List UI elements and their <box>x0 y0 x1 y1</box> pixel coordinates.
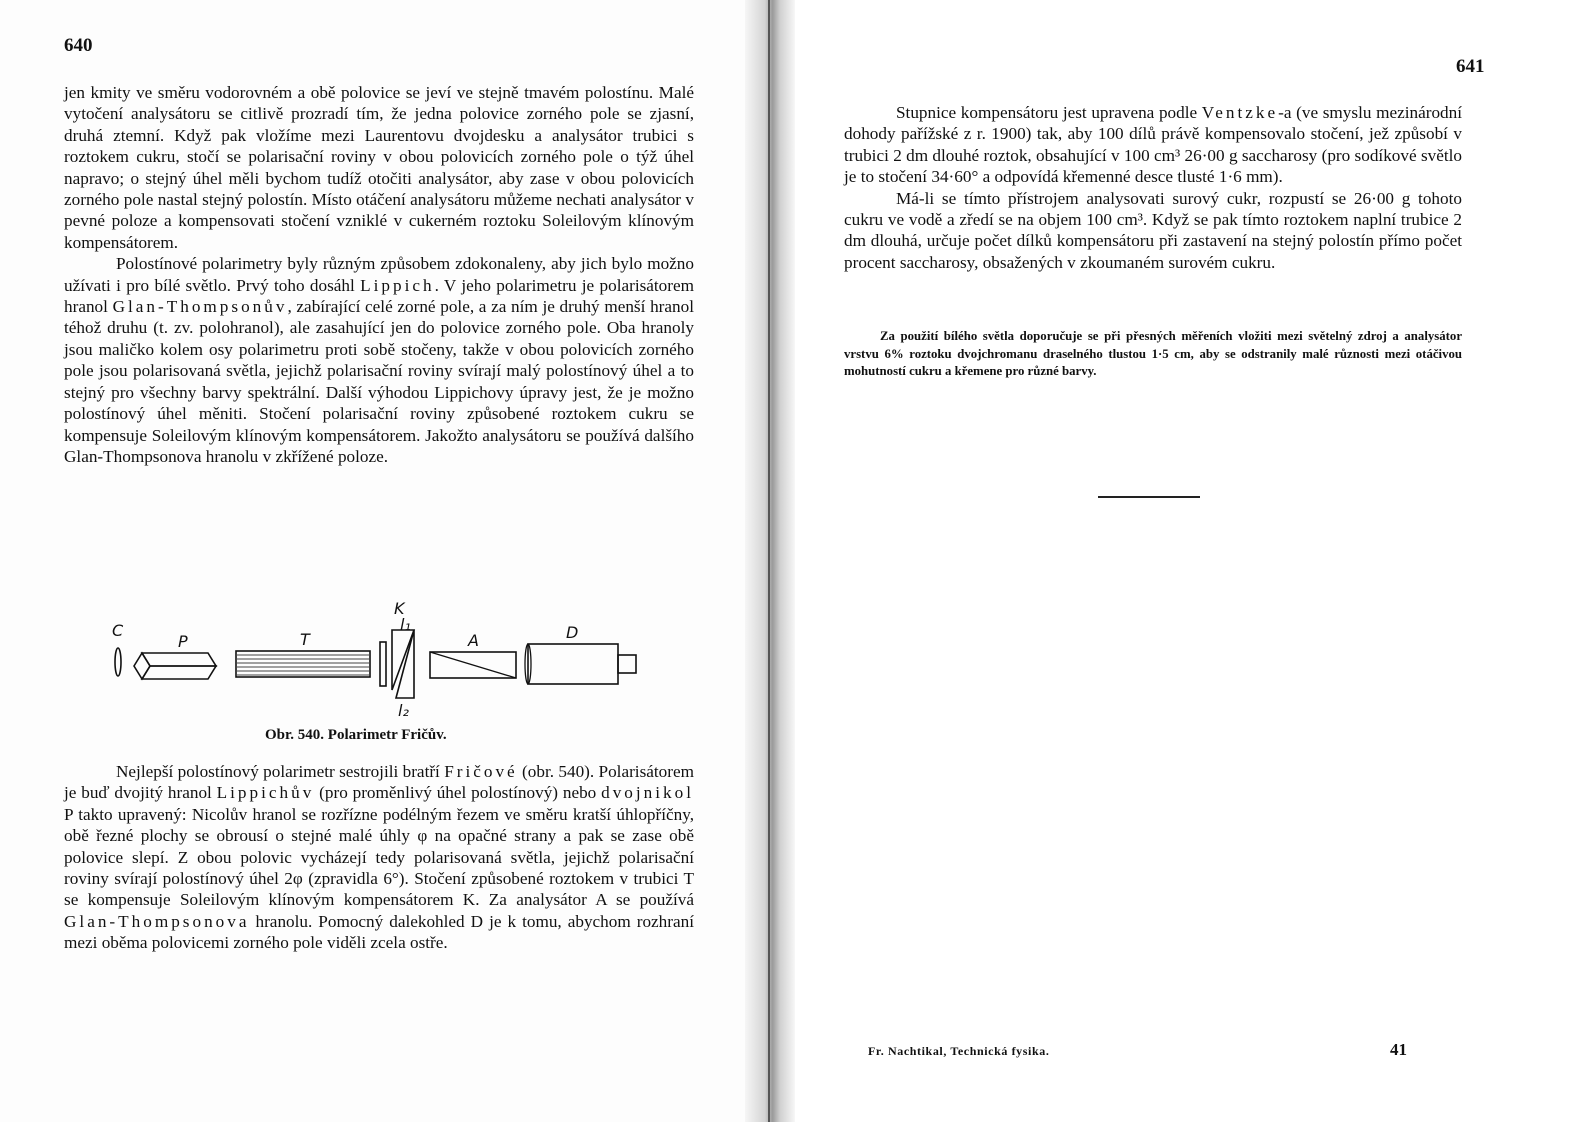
label-t: T <box>300 630 310 649</box>
label-p: P <box>178 632 188 651</box>
telescope-d-shape <box>525 644 636 684</box>
paragraph-2 <box>64 253 694 467</box>
name-lippich: Lippich <box>360 275 435 295</box>
text-span: (pro proměnlivý úhel polostínový) nebo <box>314 783 602 803</box>
prism-p-shape <box>134 653 216 679</box>
figure-caption: Obr. 540. Polarimetr Fričův. <box>265 727 447 743</box>
label-l2: l₂ <box>398 701 409 718</box>
section-end-rule <box>1098 496 1200 498</box>
label-d: D <box>566 623 579 642</box>
name-ventzke: Ventzke <box>1201 103 1279 122</box>
paragraph-5: Má-li se tímto přístrojem analysovati surový cukr, rozpustí se 26·00 g tohoto cukru ve vodě a zředí se na objem 100 cm³. Když se pak tímto roztokem naplní trubice 2 dm dlouhá, určuje počet dílků kompensátoru při zastavení na stejný polostín přímo počet procent saccharosy, obsažených v zkoumaném surovém cukru. <box>844 188 1462 272</box>
compensator-k-shape <box>380 630 414 698</box>
analyzer-a-shape <box>430 652 516 678</box>
gutter-line <box>768 0 770 1122</box>
text-span: , zabírající celé zorné pole, a za ním je druhý menší hranol téhož druhu (t. zv. polohranol), ale zasahující jen do polovice zorného pole. Oba hranoly jsou maličko kolem osy polarimetru proti sobě stočeny, takže v obou polovicích zorného pole jsou polarisovaná světla, jejichž polarisační roviny svírají malý polostínový úhel a to stejný pro všechny barvy spektrální. Další výhodou Lippichovy úpravy jest, že je možno polostínový úhel měniti. Stočení polarisační roviny způsobené roztokem cukru se kompensuje Soleilovým klínovým kompensátorem. Jakožto analysátoru se používá dalšího Glan-Thompsonova hranolu v zkřížené poloze. <box>64 297 694 466</box>
text-span: Nejlepší polostínový polarimetr sestrojili bratří <box>116 762 445 781</box>
page-number-right: 641 <box>1456 56 1485 77</box>
paragraph-1: jen kmity ve směru vodorovném a obě polovice se jeví ve stejně tmavém polostínu. Malé vytočení analysátoru se citlivě prozradí tím, že jedna polovice zorného pole se zjasní, druhá ztemní. Když pak vložíme mezi Laurentovu dvojdesku a analysátor trubici s roztokem cukru, stočí se polarisační roviny v obou polovicích zorného pole o týž úhel napravo; o stejný úhel měli bychom tudíž otočiti analysátor, aby zase v obou polovicích zorného pole nastal stejný polostín. Místo otáčení analysátoru můžeme nechati analysátor v pevné poloze a kompensovati stočení vzniklé v cukerném roztoku Soleilovým klínovým kompensátorem. <box>64 83 694 252</box>
left-text-block-top <box>64 82 694 467</box>
text-span: (obr. 540). Polarisátorem je buď dvojitý hranol <box>64 762 694 803</box>
label-a: A <box>468 631 479 650</box>
right-text-block <box>844 102 1462 273</box>
tube-t-shape <box>236 651 370 677</box>
footer-author-credit: Fr. Nachtikal, Technická fysika. <box>868 1044 1050 1058</box>
polarimeter-figure <box>108 600 648 718</box>
page-number-left: 640 <box>64 35 93 56</box>
left-text-block-bottom <box>64 761 694 954</box>
text-span: . V jeho polarimetru je polarisátorem hranol <box>64 275 695 317</box>
label-l1: l₁ <box>400 615 411 634</box>
name-fricove: Fričové <box>444 762 518 781</box>
lens-c-shape <box>115 648 121 676</box>
term-dvojnikol: dvojnikol <box>601 783 694 803</box>
text-span: Stupnice kompensátoru jest upravena podle <box>896 103 1202 122</box>
text-span: hranolu. Pomocný dalekohled D je k tomu, abychom rozhraní mezi oběma polovicemi zorného pole viděli zcela ostře. <box>64 911 694 953</box>
label-k: K <box>394 600 405 618</box>
paragraph-4 <box>844 102 1462 188</box>
footer-sheet-number: 41 <box>1390 1040 1407 1059</box>
footnote-paragraph: Za použití bílého světla doporučuje se při přesných měřeních vložiti mezi světelný zdroj a analysátor vrstvu 6% roztoku dvojchromanu draselného tlustou 1·5 cm, aby se odstranily malé různosti mezi otáčivou mohutností cukru a křemene pro různé barvy. <box>844 329 1462 378</box>
name-glan-thompsonova: Glan-Thompsonova <box>64 911 250 931</box>
name-lippichuv: Lippichův <box>216 783 315 803</box>
text-span: -a (ve smyslu mezinárodní dohody pařížské z r. 1900) tak, aby 100 dílů právě kompensovalo stočení, jež způsobí v trubici 2 dm dlouhé roztok, obsahující v 100 cm³ 26·00 g saccharosy (pro sodíkové světlo je to stočení 34·60° a odpovídá křemenné desce tlusté 1·6 mm). <box>844 103 1463 187</box>
text-span: Polostínové polarimetry byly různým způsobem zdokonaleny, aby jich bylo možno užívati i pro bílé světlo. Prvý toho dosáhl <box>64 254 694 295</box>
paragraph-3 <box>64 761 694 954</box>
name-glan-thompson: Glan-Thompsonův <box>112 297 288 317</box>
label-c: C <box>112 621 124 640</box>
book-gutter <box>745 0 795 1122</box>
text-span: P takto upravený: Nicolův hranol se rozřízne podélným řezem ve směru kratší úhlopříčny, obě řezné plochy se obrousí o stejné malé úhly φ na opačné strany a pak se zase obě polovice slepí. Z obou polovic vycházejí tedy polarisovaná světla, jejichž polarisační roviny svírají polostínový úhel 2φ (zpravidla 6°). Stočení způsobené roztokem v trubici T se kompensuje Soleilovým klínovým kompensátorem K. Za analysátor A se používá <box>64 804 694 910</box>
